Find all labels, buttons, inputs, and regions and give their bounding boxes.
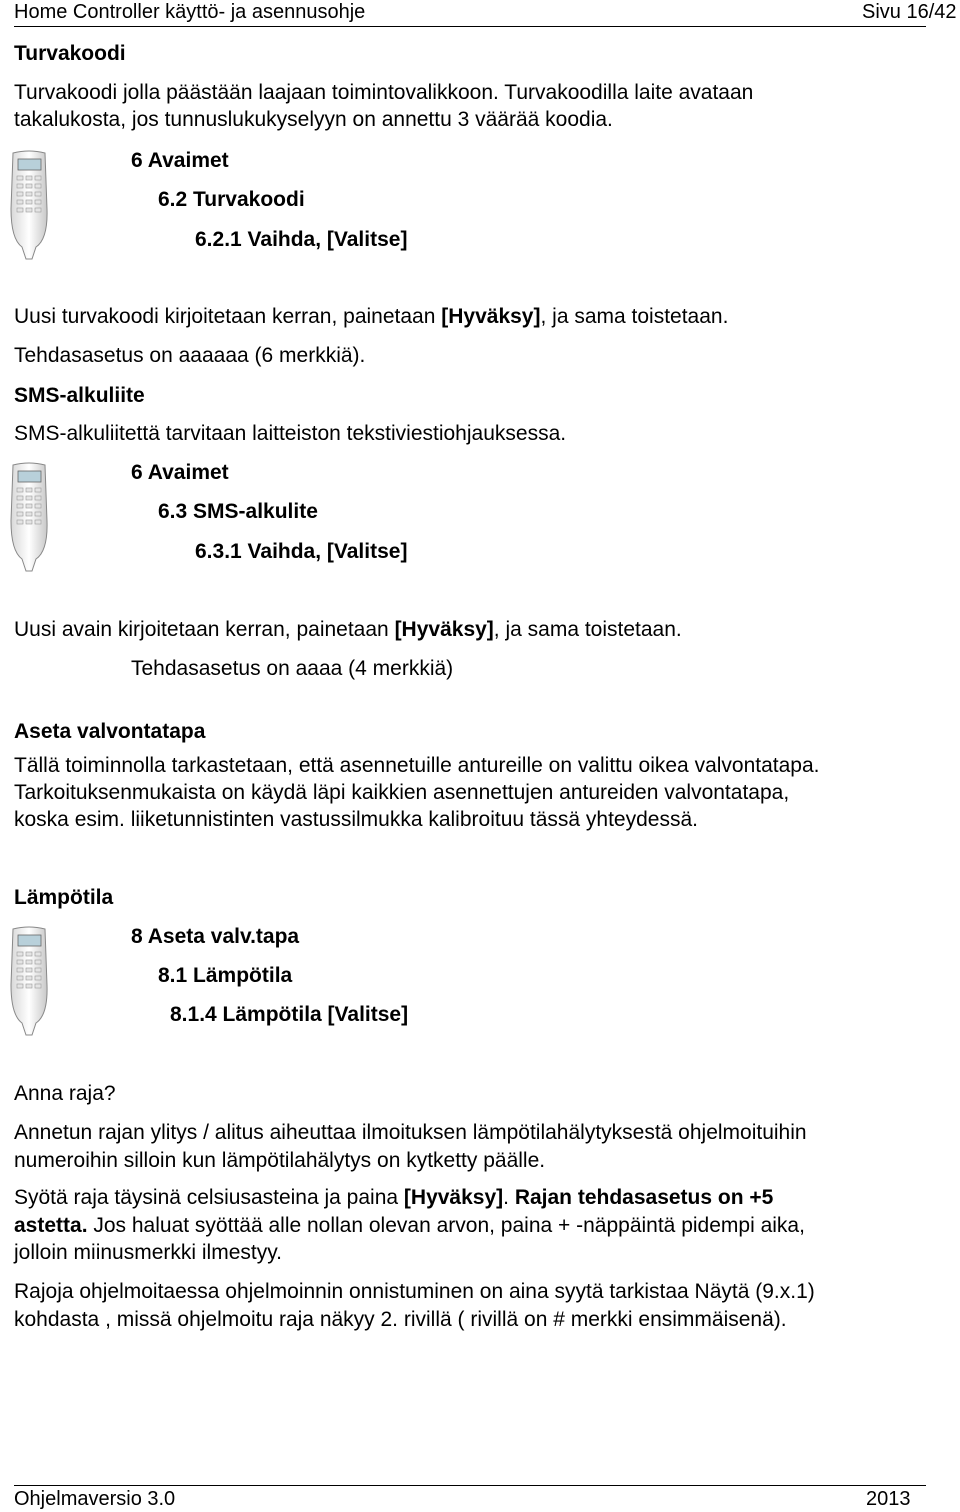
paragraph-line: SMS-alkuliitettä tarvitaan laitteiston tekstiviestiohjauksessa. [14, 422, 567, 445]
factory-default-emphasis: Rajan tehdasasetus on +5 [514, 1186, 774, 1209]
paragraph-text: Syötä raja täysinä celsiusasteina ja paina [14, 1186, 404, 1209]
menu-path-level2: 6.2 Turvakoodi [158, 188, 305, 211]
instruction-text-end: , ja sama toistetaan. [493, 618, 682, 641]
factory-default-emphasis: astetta. [14, 1214, 88, 1237]
factory-default-line: Tehdasasetus on aaaaaa (6 merkkiä). [14, 344, 366, 367]
instruction-key: [Hyväksy] [403, 1186, 504, 1209]
prompt-question: Anna raja? [14, 1082, 116, 1105]
menu-path-level1: 6 Avaimet [131, 149, 229, 172]
paragraph-line: koska esim. liiketunnistinten vastussilmukka kalibroituu tässä yhteydessä. [14, 808, 698, 831]
footer-year: 2013 [866, 1488, 911, 1510]
section-heading-turvakoodi: Turvakoodi [14, 42, 126, 65]
footer-rule [14, 1485, 926, 1486]
instruction-key: [Hyväksy] [441, 305, 541, 328]
keypad-remote-icon [8, 925, 50, 1037]
paragraph-line: Rajoja ohjelmoitaessa ohjelmoinnin onnistuminen on aina syytä tarkistaa Näytä (9.x.1) [14, 1280, 815, 1303]
menu-path-level3: 6.2.1 Vaihda, [Valitse] [195, 228, 408, 251]
instruction-text: Uusi avain kirjoitetaan kerran, painetaan [14, 618, 395, 641]
footer-version: Ohjelmaversio 3.0 [14, 1488, 176, 1510]
paragraph-line: Turvakoodi jolla päästään laajaan toimintovalikkoon. Turvakoodilla laite avataan [14, 81, 754, 104]
instruction-text: Uusi turvakoodi kirjoitetaan kerran, painetaan [14, 305, 442, 328]
header-title: Home Controller käyttö- ja asennusohje [14, 1, 366, 23]
menu-path-level1: 8 Aseta valv.tapa [131, 925, 300, 948]
menu-path-level1: 6 Avaimet [131, 461, 229, 484]
paragraph-line: numeroihin silloin kun lämpötilahälytys on kytketty päälle. [14, 1149, 546, 1172]
paragraph-line: jolloin miinusmerkki ilmestyy. [14, 1241, 282, 1264]
factory-default-line: Tehdasasetus on aaaa (4 merkkiä) [131, 657, 454, 680]
header-rule [14, 26, 926, 27]
paragraph-text: Jos haluat syöttää alle nollan olevan arvon, paina + -näppäintä pidempi aika, [87, 1214, 805, 1237]
instruction-key: [Hyväksy] [394, 618, 494, 641]
header-page-number: Sivu 16/42 [862, 1, 957, 23]
paragraph-line: Tällä toiminnolla tarkastetaan, että asennetuille antureille on valittu oikea valvontatapa. [14, 754, 820, 777]
section-heading-valvontatapa: Aseta valvontatapa [14, 720, 206, 743]
menu-path-level3: 8.1.4 Lämpötila [Valitse] [170, 1003, 409, 1026]
paragraph-line [14, 1185, 773, 1211]
menu-path-level2: 8.1 Lämpötila [158, 964, 293, 987]
keypad-remote-icon [8, 461, 50, 573]
menu-path-level3: 6.3.1 Vaihda, [Valitse] [195, 540, 408, 563]
keypad-remote-icon [8, 149, 50, 261]
section-heading-sms: SMS-alkuliite [14, 384, 145, 407]
paragraph-line: Annetun rajan ylitys / alitus aiheuttaa ilmoituksen lämpötilahälytyksestä ohjelmoituihin [14, 1121, 807, 1144]
instruction-text-end: , ja sama toistetaan. [540, 305, 729, 328]
section-heading-lampotila: Lämpötila [14, 886, 114, 909]
paragraph-line: kohdasta , missä ohjelmoitu raja näkyy 2. rivillä ( rivillä on # merkki ensimmäisenä). [14, 1308, 787, 1331]
paragraph-text: . [503, 1186, 515, 1209]
instruction-line [14, 617, 682, 643]
paragraph-line [14, 1213, 805, 1239]
instruction-line [14, 304, 728, 330]
paragraph-line: Tarkoituksenmukaista on käydä läpi kaikkien asennettujen antureiden valvontatapa, [14, 781, 790, 804]
menu-path-level2: 6.3 SMS-alkulite [158, 500, 318, 523]
paragraph-line: takalukosta, jos tunnuslukukyselyyn on annettu 3 väärää koodia. [14, 108, 613, 131]
